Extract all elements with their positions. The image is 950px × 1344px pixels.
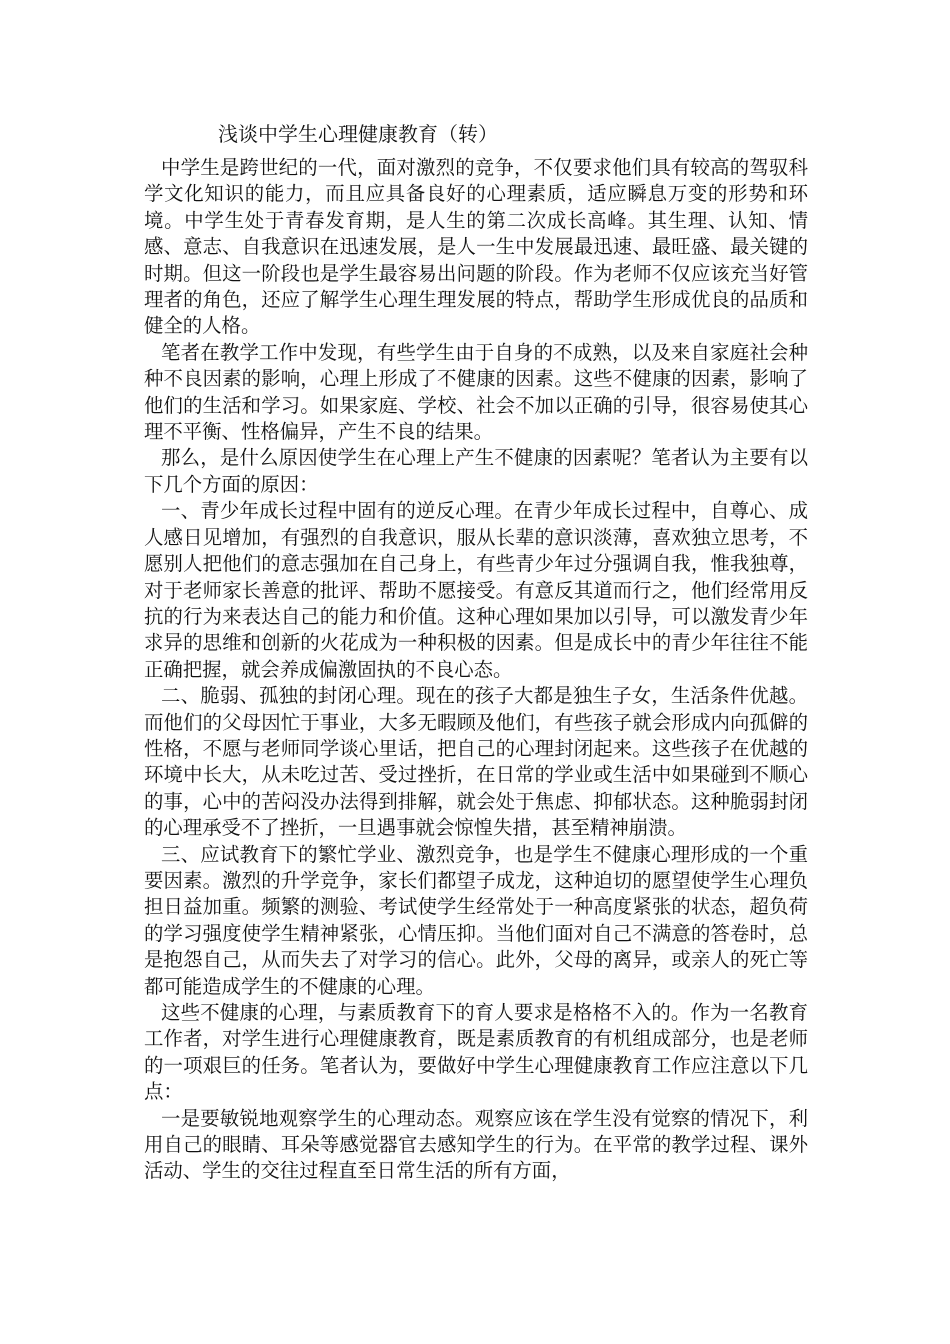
paragraph-transition: 这些不健康的心理，与素质教育下的育人要求是格格不入的。作为一名教育工作者，对学生进行心理健康教育，既是素质教育的有机组成部分，也是老师的一项艰巨的任务。笔者认为，要做好中学生心理健康教育工作应注意以下几点： <box>144 1001 808 1104</box>
paragraph-reason-3: 三、应试教育下的繁忙学业、激烈竞争，也是学生不健康心理形成的一个重要因素。激烈的升学竞争，家长们都望子成龙，这种迫切的愿望使学生心理负担日益加重。频繁的测验、考试使学生经常处于一种高度紧张的状态，超负荷的学习强度使学生精神紧张，心情压抑。当他们面对自己不满意的答卷时，总是抱怨自己，从而失去了对学习的信心。此外，父母的离异，或亲人的死亡等都可能造成学生的不健康的心理。 <box>144 842 808 998</box>
paragraph-reason-2: 二、脆弱、孤独的封闭心理。现在的孩子大都是独生子女，生活条件优越。而他们的父母因忙于事业，大多无暇顾及他们，有些孩子就会形成内向孤僻的性格，不愿与老师同学谈心里话，把自己的心理封闭起来。这些孩子在优越的环境中长大，从未吃过苦、受过挫折，在日常的学业或生活中如果碰到不顺心的事，心中的苦闷没办法得到排解，就会处于焦虑、抑郁状态。这种脆弱封闭的心理承受不了挫折，一旦遇事就会惊惶失措，甚至精神崩溃。 <box>144 684 808 840</box>
paragraph-point-1: 一是要敏锐地观察学生的心理动态。观察应该在学生没有觉察的情况下，利用自己的眼睛、耳朵等感觉器官去感知学生的行为。在平常的教学过程、课外活动、学生的交往过程直至日常生活的所有方面， <box>144 1106 808 1183</box>
paragraph-question: 那么，是什么原因使学生在心理上产生不健康的因素呢？笔者认为主要有以下几个方面的原因： <box>144 446 808 496</box>
document-body <box>144 155 808 1185</box>
document-title: 浅谈中学生心理健康教育（转） <box>218 122 498 146</box>
paragraph-reason-1: 一、青少年成长过程中固有的逆反心理。在青少年成长过程中，自尊心、成人感日见增加，有强烈的自我意识，服从长辈的意识淡薄，喜欢独立思考，不愿别人把他们的意志强加在自己身上，有些青少年过分强调自我，惟我独尊，对于老师家长善意的批评、帮助不愿接受。有意反其道而行之，他们经常用反抗的行为来表达自己的能力和价值。这种心理如果加以引导，可以激发青少年求异的思维和创新的火花成为一种积极的因素。但是成长中的青少年往往不能正确把握，就会养成偏激固执的不良心态。 <box>144 499 808 681</box>
paragraph-observation: 笔者在教学工作中发现，有些学生由于自身的不成熟，以及来自家庭社会种种不良因素的影响，心理上形成了不健康的因素。这些不健康的因素，影响了他们的生活和学习。如果家庭、学校、社会不加以正确的引导，很容易使其心理不平衡、性格偏异，产生不良的结果。 <box>144 340 808 444</box>
paragraph-intro: 中学生是跨世纪的一代，面对激烈的竞争，不仅要求他们具有较高的驾驭科学文化知识的能力，而且应具备良好的心理素质，适应瞬息万变的形势和环境。中学生处于青春发育期，是人生的第二次成长高峰。其生理、认知、情感、意志、自我意识在迅速发展，是人一生中发展最迅速、最旺盛、最关键的时期。但这一阶段也是学生最容易出问题的阶段。作为老师不仅应该充当好管理者的角色，还应了解学生心理生理发展的特点，帮助学生形成优良的品质和健全的人格。 <box>144 156 808 338</box>
